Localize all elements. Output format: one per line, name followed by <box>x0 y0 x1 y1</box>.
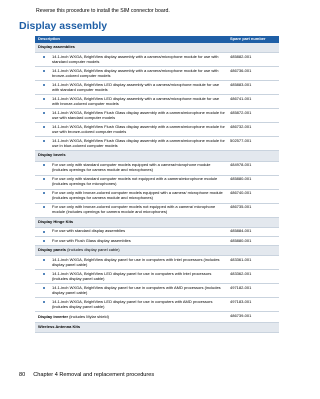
table-row <box>35 298 279 312</box>
item-description: 14.1-inch WXGA, BrightView LED display assembly with a camera/microphone module for use with bronze-colored computer models <box>52 95 220 106</box>
spare-parts-table <box>35 36 279 333</box>
item-description: For use only with standard computer models equipped with a camera/microphone module (includes openings for camera module and microphones) <box>52 162 211 173</box>
item-description <box>35 312 227 322</box>
table-row <box>35 67 279 81</box>
bullet-icon <box>43 112 45 114</box>
item-description: 14.1-inch WXGA, BrightView Flush Glass display assembly with a camera/microphone module for use in blue-colored computer models <box>52 137 225 148</box>
bullet-icon <box>43 206 45 208</box>
group-row-display-bezels <box>35 151 279 161</box>
item-part-number: 483362-001 <box>227 270 279 284</box>
item-part-number: 486739-001 <box>227 312 279 322</box>
item-description: 14.1-inch WXGA, BrightView display assembly with a camera/microphone module for use with bronze-colored computer models <box>52 67 219 78</box>
group-row-wireless-antenna-kits <box>35 322 279 332</box>
table-row <box>35 161 279 175</box>
table-row-display-inverter <box>35 312 279 322</box>
group-title: Display Hinge Kits <box>35 217 279 227</box>
group-title: Display bezels <box>35 151 279 161</box>
item-description: For use only with bronze-colored computer models not equipped with a camera/ microphone module (includes openings for camera module and microphones) <box>52 204 216 215</box>
table-header-row <box>35 36 279 43</box>
inverter-title-bold: Display inverter <box>38 313 69 319</box>
bullet-icon <box>43 240 45 242</box>
bullet-icon <box>43 56 45 58</box>
item-part-number: 486740-001 <box>227 189 279 203</box>
inverter-title-note: (includes Mylar shield) <box>68 313 109 319</box>
item-part-number: 485883-001 <box>227 81 279 95</box>
intro-text: Reverse this procedure to install the SIM connector board. <box>36 8 170 14</box>
item-part-number: 483361-001 <box>227 256 279 270</box>
item-part-number: 485880-001 <box>227 236 279 245</box>
bullet-icon <box>43 84 45 86</box>
item-description: 14.1-inch WXGA, BrightView display panel for use in computers with AMD processors (includes display panel cable) <box>52 284 221 295</box>
group-row-display-panels <box>35 246 279 256</box>
group-title <box>35 246 279 256</box>
header-spare-part-number: Spare part number <box>227 36 279 43</box>
item-part-number: 486741-001 <box>227 95 279 109</box>
page-number: 80 <box>19 372 26 378</box>
table-row <box>35 284 279 298</box>
table-row <box>35 123 279 137</box>
bullet-icon <box>43 259 45 261</box>
table-row <box>35 95 279 109</box>
item-description: For use only with standard computer models not equipped with a camera/microphone module (includes openings for microphones) <box>52 176 218 187</box>
chapter-title: Chapter 4 Removal and replacement procedures <box>33 372 155 378</box>
table-row <box>35 109 279 123</box>
table-row <box>35 189 279 203</box>
bullet-icon <box>43 70 45 72</box>
item-description: For use only with bronze-colored computer models equipped with a camera/ microphone module (includes openings for camera module and microphones) <box>52 190 223 201</box>
item-description: 14.1-inch WXGA, BrightView display assembly with a camera/microphone module for use with standard computer models <box>52 53 219 64</box>
table-row <box>35 81 279 95</box>
table-row <box>35 270 279 284</box>
bullet-icon <box>43 287 45 289</box>
table-row <box>35 53 279 67</box>
header-description: Description <box>35 36 227 43</box>
table-row <box>35 175 279 189</box>
table-row <box>35 236 279 245</box>
item-description: 14.1-inch WXGA, BrightView Flush Glass display assembly with a camera/microphone module for use with bronze-colored computer models <box>52 123 225 134</box>
item-part-number: 485882-001 <box>227 53 279 67</box>
bullet-icon <box>43 178 45 180</box>
table-row <box>35 137 279 151</box>
group-title-bold: Display panels <box>38 247 67 253</box>
table-row <box>35 256 279 270</box>
bullet-icon <box>43 273 45 275</box>
bullet-icon <box>43 192 45 194</box>
item-part-number: 497182-001 <box>227 284 279 298</box>
item-part-number: 497183-001 <box>227 298 279 312</box>
bullet-icon <box>43 231 45 233</box>
section-title: Display assembly <box>19 20 108 32</box>
item-description: For use with Flush Glass display assemblies <box>52 237 131 243</box>
item-description: 14.1-inch WXGA, BrightView LED display assembly with a camera/microphone module for use with standard computer models <box>52 81 220 92</box>
group-title: Display assemblies <box>35 43 279 53</box>
item-part-number: 485884-001 <box>227 227 279 236</box>
page-footer <box>19 372 154 378</box>
item-part-number: 484978-001 <box>227 161 279 175</box>
item-part-number: 502577-001 <box>227 137 279 151</box>
group-row-display-hinge-kits <box>35 217 279 227</box>
item-description: For use with standard display assemblies <box>52 228 126 234</box>
group-row-display-assemblies <box>35 43 279 53</box>
item-description: 14.1-inch WXGA, BrightView display panel for use in computers with Intel processors (includes display panel cable) <box>52 256 220 267</box>
group-title-note: (includes display panel cable) <box>66 247 120 253</box>
item-part-number: 486732-001 <box>227 123 279 137</box>
bullet-icon <box>43 164 45 166</box>
item-part-number: 486735-001 <box>227 203 279 217</box>
bullet-icon <box>43 126 45 128</box>
table-row <box>35 203 279 217</box>
item-description: 14.1-inch WXGA, BrightView LED display panel for use in computers with Intel processors (includes display panel cable) <box>52 270 212 281</box>
group-title: Wireless Antenna Kits <box>35 322 279 332</box>
item-description: 14.1-inch WXGA, BrightView LED display panel for use in computers with AMD processors (includes display panel cable) <box>52 298 213 309</box>
bullet-icon <box>43 140 45 142</box>
item-part-number: 486736-001 <box>227 67 279 81</box>
bullet-icon <box>43 301 45 303</box>
item-part-number: 485880-001 <box>227 175 279 189</box>
item-part-number: 485872-001 <box>227 109 279 123</box>
item-description: 14.1-inch WXGA, BrightView Flush Glass display assembly with a camera/microphone module for use with standard computer models <box>52 109 225 120</box>
table-row <box>35 227 279 236</box>
bullet-icon <box>43 98 45 100</box>
